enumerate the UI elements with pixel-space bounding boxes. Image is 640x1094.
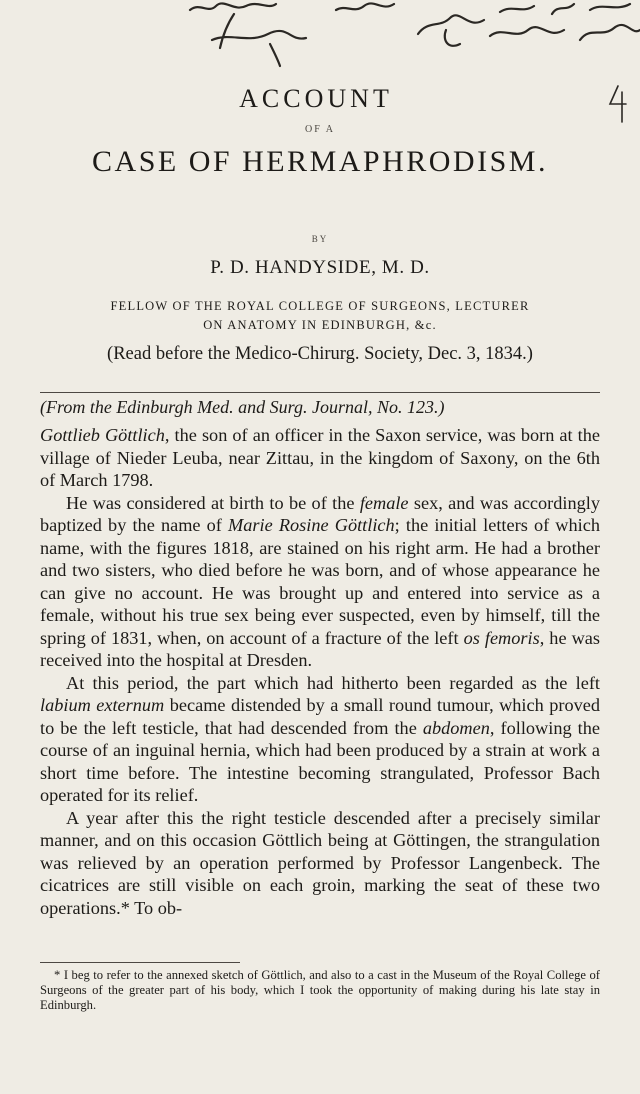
- footnote-divider: [40, 962, 240, 963]
- paragraph-4: A year after this the right testicle descended after a precisely similar manner, and on this occasion Göttlich being at Göttingen, the strangulation was relieved by an operation performed by Professor Langenbeck. The cicatrices are still visible on each groin, marking the seat of these two operations.* To ob-: [40, 807, 600, 918]
- footnote: * I beg to refer to the annexed sketch of Göttlich, and also to a cast in the Museum of the Royal College of Surgeons of the greater part of his body, which I took the opportunity of making during his late stay in Edinburgh.: [40, 968, 600, 1012]
- page-title: CASE OF HERMAPHRODISM.: [92, 145, 548, 178]
- paragraph-3-text-c: , following the course of an inguinal hernia, which had been produced by a strain at work a short time before. The intestine becoming strangulated, Professor Bach operated for its relief.: [40, 717, 600, 805]
- title-of-a: OF A: [305, 124, 335, 135]
- paragraph-1: [40, 424, 600, 492]
- author-affiliation-line-2: ON ANATOMY IN EDINBURGH, &c.: [203, 318, 437, 332]
- paragraph-2-text-c: ; the initial letters of which name, with the figures 1818, are stained on his right arm. He had a brother and two sisters, who died before he was born, and of whose appearance he can give no account. He was brought up and entered into service as a female, without his true sex being ever suspected, even by himself, till the spring of 1831, when, on account of a fracture of the left: [40, 515, 600, 648]
- emphasis-female: female: [359, 492, 409, 513]
- paragraph-3: [40, 672, 600, 807]
- byline-label: BY: [311, 234, 329, 244]
- handwritten-inscription: [150, 0, 640, 70]
- paragraph-2-text-d: , he was received into the hospital at Dresden.: [40, 627, 600, 670]
- paragraph-3-text-b: became distended by a small round tumour, which proved to be the left testicle, that had descended from the: [40, 695, 600, 738]
- term-os-femoris: os femoris: [463, 627, 540, 648]
- paragraph-2-text-b: sex, and was accordingly baptized by the name of: [40, 492, 600, 535]
- paragraph-2-text-a: He was considered at birth to be of the: [66, 492, 360, 513]
- subject-name: Gottlieb Göttlich: [40, 425, 165, 445]
- read-before-note: (Read before the Medico-Chirurg. Society, Dec. 3, 1834.): [107, 344, 533, 364]
- title-account: ACCOUNT: [239, 84, 393, 113]
- author-affiliation-line-1: FELLOW OF THE ROYAL COLLEGE OF SURGEONS, LECTURER: [110, 299, 530, 313]
- term-abdomen: abdomen: [422, 717, 490, 738]
- term-labium-externum: labium externum: [40, 695, 165, 715]
- paragraph-2: [40, 492, 600, 672]
- header-divider: [40, 392, 600, 393]
- author-name: P. D. HANDYSIDE, M. D.: [210, 257, 430, 278]
- paragraph-3-text-a: At this period, the part which had hitherto been regarded as the left: [66, 672, 600, 693]
- paragraph-1-text: , the son of an officer in the Saxon service, was born at the village of Nieder Leuba, near Zittau, in the kingdom of Saxony, on the 6th of March 1798.: [40, 425, 600, 490]
- baptismal-name: Marie Rosine Göttlich: [228, 515, 395, 535]
- article-body: [40, 424, 600, 919]
- source-note: (From the Edinburgh Med. and Surg. Journal, No. 123.): [40, 397, 445, 417]
